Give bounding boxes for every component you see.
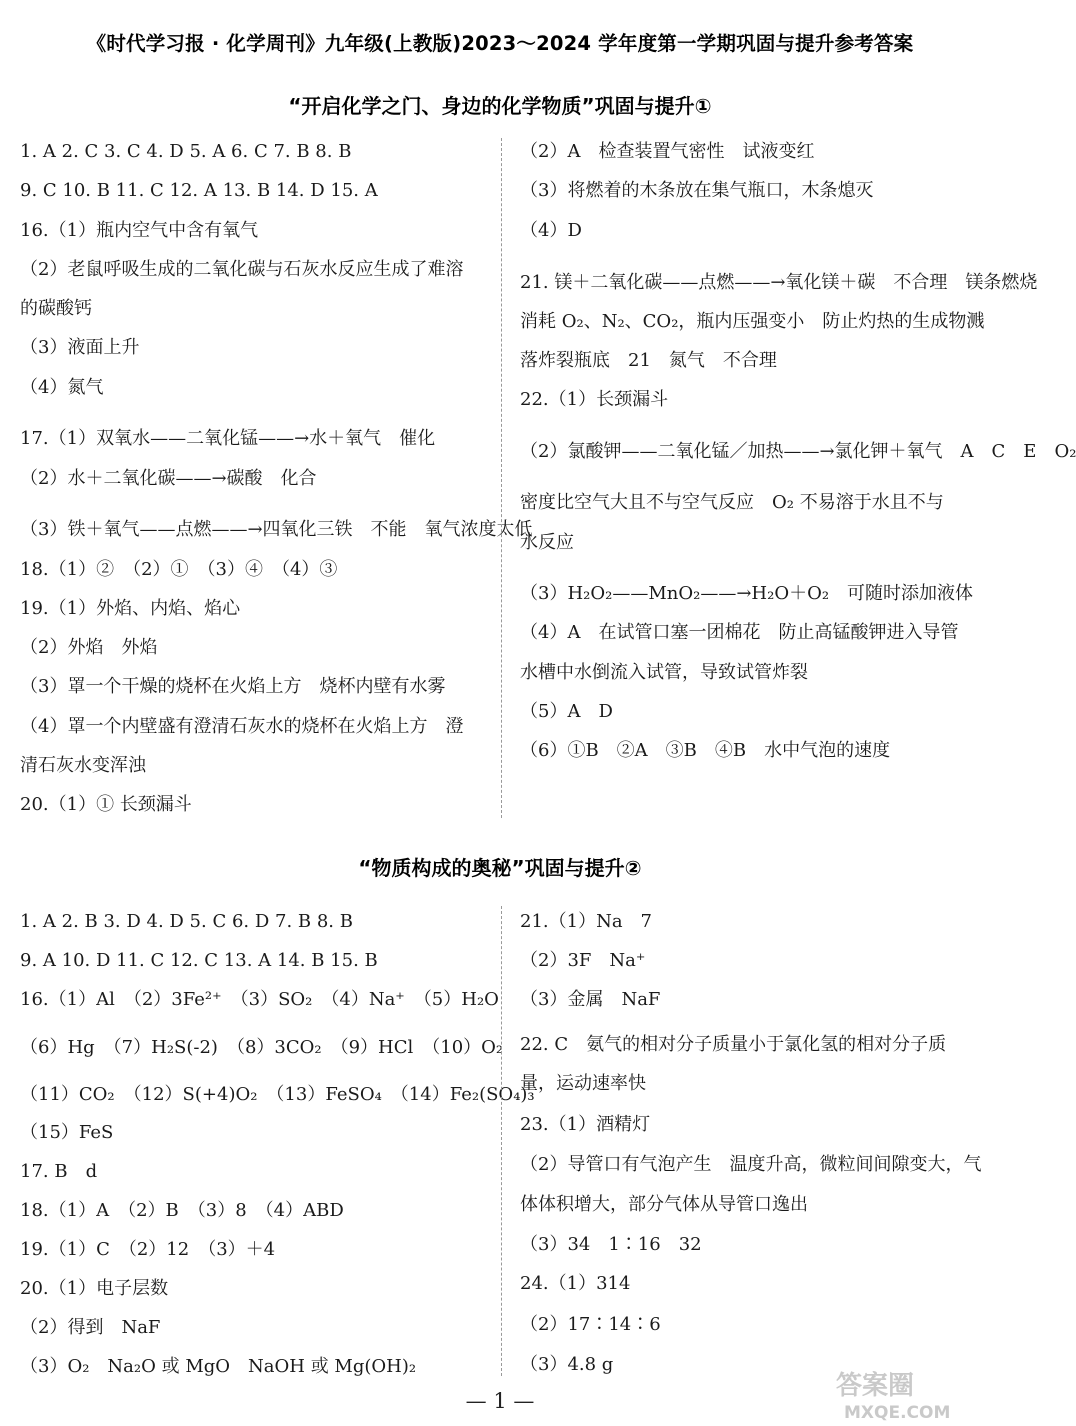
answer-line: 9. C 10. B 11. C 12. A 13. B 14. D 15. A <box>20 180 378 201</box>
answer-line: （3）液面上升 <box>20 337 140 358</box>
answer-line: （5）A D <box>520 701 613 722</box>
answer-line: （2）外焰 外焰 <box>20 637 158 658</box>
page-title: 《时代学习报 · 化学周刊》九年级(上教版)2023～2024 学年度第一学期巩固与提升参考答案 <box>86 32 914 55</box>
answer-line: 16.（1）Al （2）3Fe²⁺ （3）SO₂ （4）Na⁺ （5）H₂O <box>20 989 499 1010</box>
answer-line: （4）D <box>520 220 582 241</box>
answer-line: 1. A 2. C 3. C 4. D 5. A 6. C 7. B 8. B <box>20 141 352 162</box>
page-number: — 1 — <box>465 1389 535 1413</box>
answer-line: 18.（1）A （2）B （3）8 （4）ABD <box>20 1200 344 1221</box>
answer-line: 量，运动速率快 <box>520 1073 646 1094</box>
watermark-bottom-text: MXQE.COM <box>844 1403 951 1423</box>
answer-line: （3）O₂ Na₂O 或 MgO NaOH 或 Mg(OH)₂ <box>20 1356 417 1377</box>
answer-line: 16.（1）瓶内空气中含有氧气 <box>20 220 259 241</box>
answer-line: 1. A 2. B 3. D 4. D 5. C 6. D 7. B 8. B <box>20 911 353 932</box>
answer-line: （2）得到 NaF <box>20 1317 161 1338</box>
answer-line: 密度比空气大且不与空气反应 O₂ 不易溶于水且不与 <box>520 492 944 513</box>
answer-line: （3）将燃着的木条放在集气瓶口，木条熄灭 <box>520 180 874 201</box>
answer-line: （3）罩一个干燥的烧杯在火焰上方 烧杯内壁有水雾 <box>20 676 446 697</box>
answer-line: （3）金属 NaF <box>520 989 661 1010</box>
answer-line: （2）氯酸钾——二氧化锰／加热——→氯化钾＋氧气 A C E O₂ <box>520 441 1076 462</box>
answer-line: 20.（1）① 长颈漏斗 <box>20 794 192 815</box>
answer-line: （3）4.8 g <box>520 1354 614 1375</box>
answer-line: （2）17∶14∶6 <box>520 1314 661 1335</box>
watermark-logo <box>830 1366 990 1422</box>
column-divider <box>501 138 502 818</box>
answer-line: 消耗 O₂、N₂、CO₂，瓶内压强变小 防止灼热的生成物溅 <box>520 311 985 332</box>
answer-line: （6）Hg （7）H₂S(-2) （8）3CO₂ （9）HCl （10）O₂ <box>20 1037 504 1058</box>
answer-line: （3）34 1∶16 32 <box>520 1234 702 1255</box>
answer-line: 水反应 <box>520 532 574 553</box>
answer-line: 的碳酸钙 <box>20 298 92 319</box>
section-2-title: “物质构成的奥秘”巩固与提升② <box>358 856 642 880</box>
answer-line: （2）导管口有气泡产生 温度升高，微粒间间隙变大，气 <box>520 1154 982 1175</box>
answer-line: 落炸裂瓶底 21 氮气 不合理 <box>520 350 777 371</box>
answer-line: （2）3F Na⁺ <box>520 950 646 971</box>
answer-line: 清石灰水变浑浊 <box>20 755 146 776</box>
answer-line: 水槽中水倒流入试管，导致试管炸裂 <box>520 662 808 683</box>
answer-line: 20.（1）电子层数 <box>20 1278 169 1299</box>
answer-line: （2）A 检查装置气密性 试液变红 <box>520 141 815 162</box>
answer-line: 9. A 10. D 11. C 12. C 13. A 14. B 15. B <box>20 950 378 971</box>
answer-line: （15）FeS <box>20 1122 114 1143</box>
answer-line: 17. B d <box>20 1161 98 1182</box>
answer-line: （4）氮气 <box>20 377 104 398</box>
answer-line: （2）水＋二氧化碳——→碳酸 化合 <box>20 468 317 489</box>
answer-line: 24.（1）314 <box>520 1273 631 1294</box>
answer-line: 23.（1）酒精灯 <box>520 1114 651 1135</box>
answer-line: （4）A 在试管口塞一团棉花 防止高锰酸钾进入导管 <box>520 622 959 643</box>
answer-line: 体体积增大，部分气体从导管口逸出 <box>520 1194 808 1215</box>
column-divider <box>501 906 502 1376</box>
answer-line: 22. C 氨气的相对分子质量小于氯化氢的相对分子质 <box>520 1034 947 1055</box>
answer-line: （2）老鼠呼吸生成的二氧化碳与石灰水反应生成了难溶 <box>20 259 464 280</box>
answer-line: （3）H₂O₂——MnO₂——→H₂O＋O₂ 可随时添加液体 <box>520 583 974 604</box>
answer-line: 22.（1）长颈漏斗 <box>520 389 669 410</box>
answer-line: 17.（1）双氧水——二氧化锰——→水＋氧气 催化 <box>20 428 436 449</box>
watermark-top-text: 答案圈 <box>836 1371 915 1401</box>
answer-line: （11）CO₂ （12）S(+4)O₂ （13）FeSO₄ （14）Fe₂(SO₄)₃ <box>20 1084 535 1105</box>
answer-line: 19.（1）C （2）12 （3）＋4 <box>20 1239 276 1260</box>
answer-line: 21.（1）Na 7 <box>520 911 653 932</box>
answer-line: 18.（1）② （2）① （3）④ （4）③ <box>20 559 338 580</box>
answer-line: （4）罩一个内壁盛有澄清石灰水的烧杯在火焰上方 澄 <box>20 716 464 737</box>
answer-line: （3）铁＋氧气——点燃——→四氧化三铁 不能 氧气浓度太低 <box>20 519 533 540</box>
answer-line: （6）①B ②A ③B ④B 水中气泡的速度 <box>520 740 891 761</box>
answer-line: 19.（1）外焰、内焰、焰心 <box>20 598 241 619</box>
answer-line: 21. 镁＋二氧化碳——点燃——→氧化镁＋碳 不合理 镁条燃烧 <box>520 272 1038 293</box>
section-1-title: “开启化学之门、身边的化学物质”巩固与提升① <box>288 94 712 118</box>
